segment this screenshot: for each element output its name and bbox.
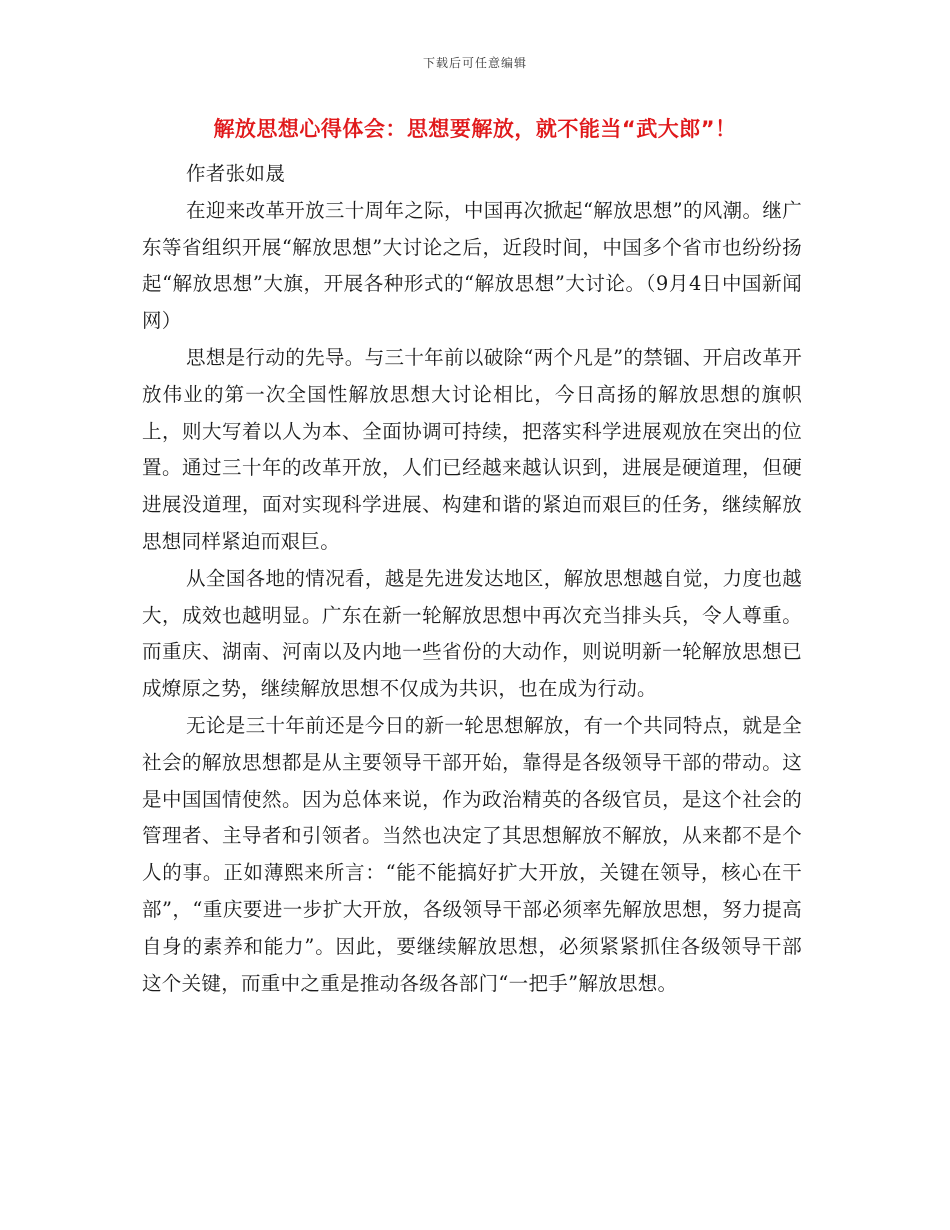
paragraph: 无论是三十年前还是今日的新一轮思想解放，有一个共同特点，就是全社会的解放思想都是从主要领导干部开始，靠得是各级领导干部的带动。这是中国国情使然。因为总体来说，作为政治精英的各级官员，是这个社会的管理者、主导者和引领者。当然也决定了其思想解放不解放，从来都不是个人的事。正如薄熙来所言：“能不能搞好扩大开放，关键在领导，核心在干部”，“重庆要进一步扩大开放，各级领导干部必须率先解放思想，努力提高自身的素养和能力”。因此，要继续解放思想，必须紧紧抓住各级领导干部这个关键，而重中之重是推动各级各部门“一把手”解放思想。: [142, 713, 802, 995]
article-body: [142, 156, 802, 1002]
page-header: 下载后可任意编辑: [422, 56, 527, 70]
paragraph: 在迎来改革开放三十周年之际，中国再次掀起“解放思想”的风潮。继广东等省组织开展“解放思想”大讨论之后，近段时间，中国多个省市也纷纷扬起“解放思想”大旗，开展各种形式的“解放思想”大讨论。（9月4日中国新闻网）: [142, 198, 802, 333]
paragraph: 思想是行动的先导。与三十年前以破除“两个凡是”的禁锢、开启改革开放伟业的第一次全国性解放思想大讨论相比，今日高扬的解放思想的旗帜上，则大写着以人为本、全面协调可持续，把落实科学进展观放在突出的位置。通过三十年的改革开放，人们已经越来越认识到，进展是硬道理，但硬进展没道理，面对实现科学进展、构建和谐的紧迫而艰巨的任务，继续解放思想同样紧迫而艰巨。: [142, 345, 802, 553]
article-title: 解放思想心得体会：思想要解放，就不能当“武大郎”！: [213, 117, 737, 141]
author-line: 作者张如晟: [186, 162, 286, 185]
paragraph: 从全国各地的情况看，越是先进发达地区，解放思想越自觉，力度也越大，成效也越明显。广东在新一轮解放思想中再次充当排头兵，令人尊重。而重庆、湖南、河南以及内地一些省份的大动作，则说明新一轮解放思想已成燎原之势，继续解放思想不仅成为共识，也在成为行动。: [142, 566, 802, 701]
